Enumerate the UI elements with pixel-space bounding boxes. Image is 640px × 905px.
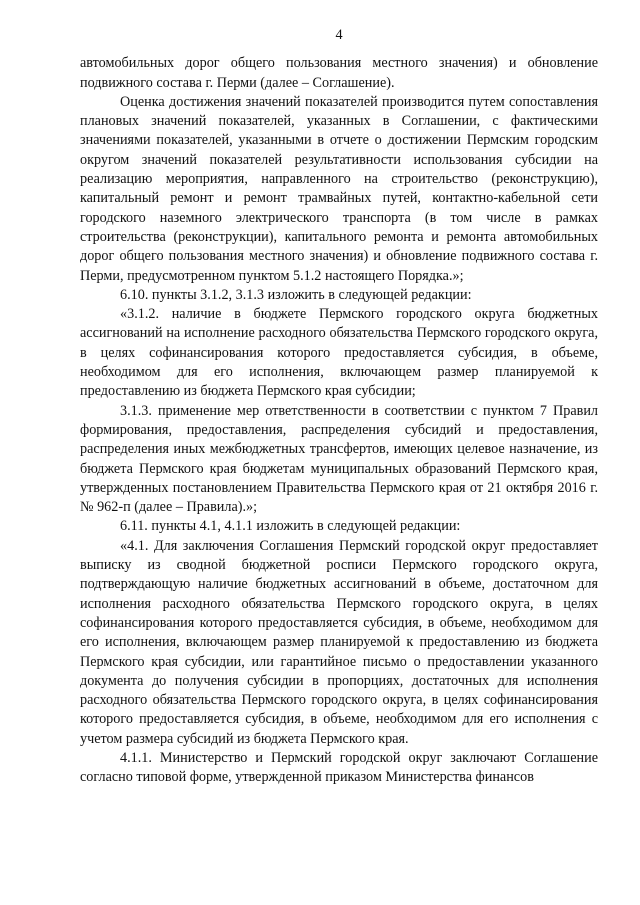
paragraph-evaluation: Оценка достижения значений показателей производится путем сопоставления плановых значений показателей, указанных в Соглашении, с фактическими значениями показателей, указанными в отчете о достижении Пермским городским округом значений показателей результативности использования субсидии на реализацию мероприятия, направленного на строительство (реконструкцию), капитальный ремонт и ремонт трамвайных путей, контактно-кабельной сети городского наземного электрического транспорта (в том числе в рамках строительства (реконструкции), капитального ремонта и ремонта автомобильных дорог общего пользования местного значения) и обновление подвижного состава г. Перми, предусмотренном пунктом 5.1.2 настоящего Порядка.»; — [80, 93, 598, 284]
paragraph-continuation: автомобильных дорог общего пользования местного значения) и обновление подвижного состава г. Перми (далее – Соглашение). — [80, 55, 598, 91]
document-page — [80, 26, 598, 788]
paragraph-4-1: «4.1. Для заключения Соглашения Пермский городской округ предоставляет выписку из сводной бюджетной росписи Пермского городского округа, подтверждающую наличие бюджетных ассигнований в объеме, достаточном для исполнения расходного обязательства Пермского городского округа, в целях софинансирования которого предоставляется субсидия, в объеме, необходимом для его исполнения, включающем размер планируемой к предоставлению из бюджета Пермского края субсидии, или гарантийное письмо о предоставлении указанного документа до получения субсидии в пропорциях, достаточных для исполнения расходного обязательства Пермского городского округа, в целях софинансирования которого предоставляется субсидия, в объеме, необходимом для его исполнения с учетом размера субсидий из бюджета Пермского края. — [80, 537, 598, 747]
paragraph-3-1-3: 3.1.3. применение мер ответственности в соответствии с пунктом 7 Правил формирования, предоставления, распределения субсидий и предоставления, распределения иных межбюджетных трансфертов, имеющих целевое назначение, из бюджета Пермского края бюджетам муниципальных образований Пермского края, утвержденных постановлением Правительства Пермского края от 21 октября 2016 г. № 962-п (далее – Правила).»; — [80, 402, 598, 516]
paragraph-4-1-1: 4.1.1. Министерство и Пермский городской округ заключают Соглашение согласно типовой форме, утвержденной приказом Министерства финансов — [80, 749, 598, 786]
paragraph-3-1-2: «3.1.2. наличие в бюджете Пермского городского округа бюджетных ассигнований на исполнение расходного обязательства Пермского городского округа, в целях софинансирования которого предоставляется субсидия, в объеме, необходимом для его исполнения, включающем размер планируемой к предоставлению из бюджета Пермского края субсидии; — [80, 306, 598, 400]
paragraph-6-11: 6.11. пункты 4.1, 4.1.1 изложить в следующей редакции: — [120, 518, 461, 535]
page-number: 4 — [335, 27, 343, 43]
paragraph-6-10: 6.10. пункты 3.1.2, 3.1.3 изложить в следующей редакции: — [120, 286, 472, 303]
